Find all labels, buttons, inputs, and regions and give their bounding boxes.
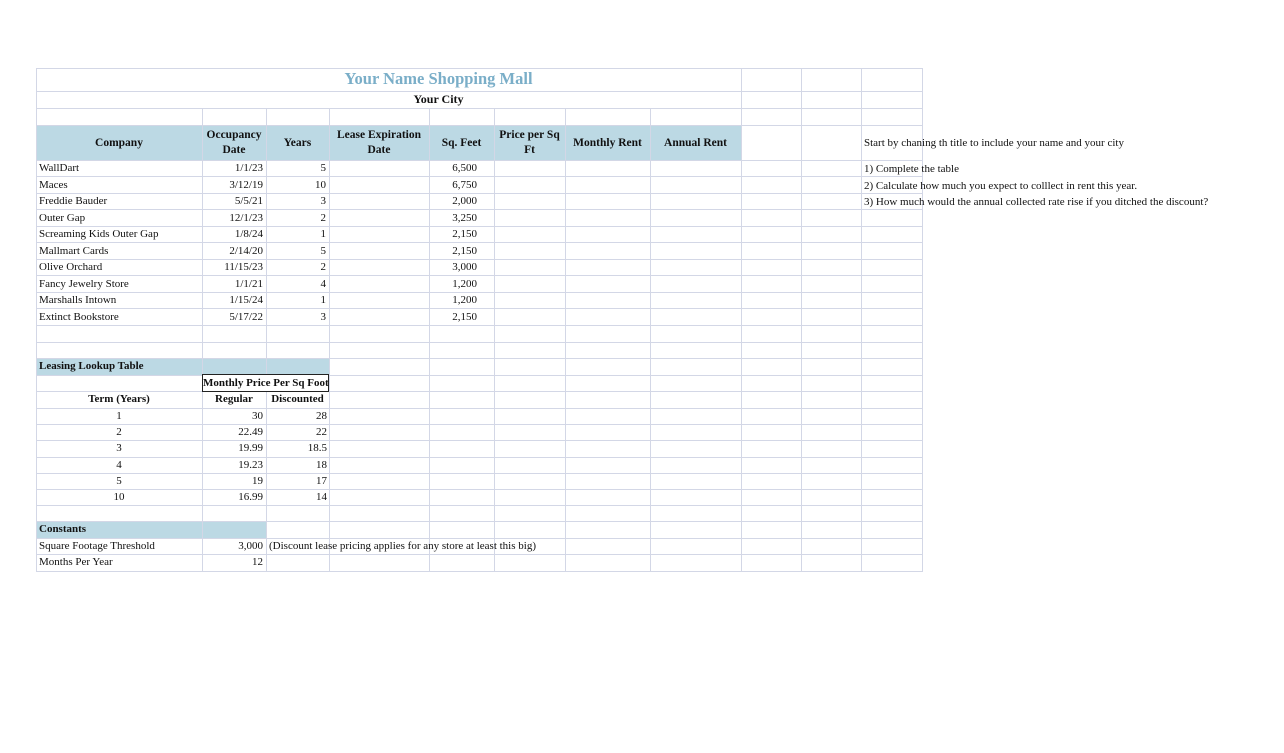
sq-feet-cell[interactable]: 3,250 xyxy=(452,212,477,224)
constants-title[interactable]: Constants xyxy=(39,523,87,535)
sq-feet-cell[interactable]: 2,150 xyxy=(452,245,477,257)
occupancy-date-cell[interactable]: 11/15/23 xyxy=(224,261,263,273)
discounted-price-cell[interactable]: 28 xyxy=(316,410,327,422)
threshold-value[interactable]: 3,000 xyxy=(238,540,263,552)
sq-feet-cell[interactable]: 6,500 xyxy=(452,162,477,174)
years-cell[interactable]: 1 xyxy=(320,294,326,306)
years-cell[interactable]: 4 xyxy=(320,278,326,290)
occupancy-date-cell[interactable]: 1/15/24 xyxy=(229,294,263,306)
page-title[interactable]: Your Name Shopping Mall xyxy=(344,69,533,88)
term-cell[interactable]: 4 xyxy=(116,459,122,471)
discounted-price-cell[interactable]: 18 xyxy=(316,459,327,471)
term-cell[interactable]: 1 xyxy=(116,410,122,422)
company-cell[interactable]: Screaming Kids Outer Gap xyxy=(39,228,159,240)
threshold-note[interactable]: (Discount lease pricing applies for any store at least this big) xyxy=(269,540,536,552)
occupancy-date-cell[interactable]: 3/12/19 xyxy=(229,179,263,191)
occupancy-date-cell[interactable]: 2/14/20 xyxy=(229,245,263,257)
header-annual-rent[interactable]: Annual Rent xyxy=(664,136,727,149)
years-cell[interactable]: 2 xyxy=(320,212,326,224)
instruction-intro: Start by chaning th title to include your name and your city xyxy=(864,137,1124,149)
header-years[interactable]: Years xyxy=(283,136,312,149)
sq-feet-cell[interactable]: 1,200 xyxy=(452,294,477,306)
years-cell[interactable]: 5 xyxy=(320,162,326,174)
header-price-per-sq-ft[interactable]: Price per Sq Ft xyxy=(499,129,560,156)
header-monthly-rent[interactable]: Monthly Rent xyxy=(573,136,642,149)
occupancy-date-cell[interactable]: 1/8/24 xyxy=(234,228,263,240)
term-cell[interactable]: 5 xyxy=(116,475,122,487)
regular-price-cell[interactable]: 16.99 xyxy=(238,491,263,503)
header-company[interactable]: Company xyxy=(95,136,143,149)
years-cell[interactable]: 5 xyxy=(320,245,326,257)
months-label[interactable]: Months Per Year xyxy=(39,556,113,568)
sq-feet-cell[interactable]: 1,200 xyxy=(452,278,477,290)
company-cell[interactable]: Maces xyxy=(39,179,68,191)
company-cell[interactable]: Freddie Bauder xyxy=(39,195,108,207)
regular-price-cell[interactable]: 30 xyxy=(252,410,263,422)
discounted-price-cell[interactable]: 14 xyxy=(316,491,327,503)
instruction-step-2: 2) Calculate how much you expect to colllect in rent this year. xyxy=(864,180,1138,192)
term-cell[interactable]: 2 xyxy=(116,426,122,438)
discounted-price-cell[interactable]: 22 xyxy=(316,426,327,438)
company-cell[interactable]: Marshalls Intown xyxy=(39,294,117,306)
years-cell[interactable]: 3 xyxy=(320,195,326,207)
lookup-group-header[interactable]: Monthly Price Per Sq Foot xyxy=(202,374,329,392)
discounted-price-cell[interactable]: 17 xyxy=(316,475,327,487)
regular-price-cell[interactable]: 19.23 xyxy=(238,459,263,471)
city-subtitle[interactable]: Your City xyxy=(413,92,464,106)
company-cell[interactable]: WallDart xyxy=(39,162,80,174)
header-sq-feet[interactable]: Sq. Feet xyxy=(441,136,482,149)
regular-price-cell[interactable]: 19.99 xyxy=(238,442,263,454)
discounted-price-cell[interactable]: 18.5 xyxy=(307,442,327,454)
months-value[interactable]: 12 xyxy=(252,556,263,568)
regular-price-cell[interactable]: 22.49 xyxy=(238,426,263,438)
spreadsheet-grid[interactable] xyxy=(36,68,923,572)
company-cell[interactable]: Extinct Bookstore xyxy=(39,311,119,323)
header-occupancy-date[interactable]: Occupancy Date xyxy=(206,129,262,156)
sq-feet-cell[interactable]: 6,750 xyxy=(452,179,477,191)
occupancy-date-cell[interactable]: 1/1/21 xyxy=(234,278,263,290)
instruction-step-3: 3) How much would the annual collected rate rise if you ditched the discount? xyxy=(864,196,1209,208)
sq-feet-cell[interactable]: 3,000 xyxy=(452,261,477,273)
lookup-table-title[interactable]: Leasing Lookup Table xyxy=(39,360,144,372)
company-cell[interactable]: Olive Orchard xyxy=(39,261,103,273)
years-cell[interactable]: 10 xyxy=(315,179,326,191)
years-cell[interactable]: 3 xyxy=(320,311,326,323)
company-cell[interactable]: Fancy Jewelry Store xyxy=(39,278,129,290)
occupancy-date-cell[interactable]: 5/17/22 xyxy=(229,311,263,323)
sq-feet-cell[interactable]: 2,000 xyxy=(452,195,477,207)
sq-feet-cell[interactable]: 2,150 xyxy=(452,228,477,240)
regular-price-cell[interactable]: 19 xyxy=(252,475,263,487)
term-cell[interactable]: 10 xyxy=(113,491,125,503)
company-cell[interactable]: Mallmart Cards xyxy=(39,245,109,257)
instruction-step-1: 1) Complete the table xyxy=(864,163,959,175)
occupancy-date-cell[interactable]: 12/1/23 xyxy=(229,212,263,224)
years-cell[interactable]: 1 xyxy=(320,228,326,240)
occupancy-date-cell[interactable]: 5/5/21 xyxy=(234,195,263,207)
threshold-label[interactable]: Square Footage Threshold xyxy=(39,540,155,552)
term-cell[interactable]: 3 xyxy=(116,442,122,454)
sq-feet-cell[interactable]: 2,150 xyxy=(452,311,477,323)
regular-header[interactable]: Regular xyxy=(215,393,253,405)
header-lease-expiration[interactable]: Lease Expiration Date xyxy=(336,129,421,156)
term-header[interactable]: Term (Years) xyxy=(88,393,150,405)
discounted-header[interactable]: Discounted xyxy=(271,393,324,405)
occupancy-date-cell[interactable]: 1/1/23 xyxy=(234,162,263,174)
years-cell[interactable]: 2 xyxy=(320,261,326,273)
company-cell[interactable]: Outer Gap xyxy=(39,212,86,224)
